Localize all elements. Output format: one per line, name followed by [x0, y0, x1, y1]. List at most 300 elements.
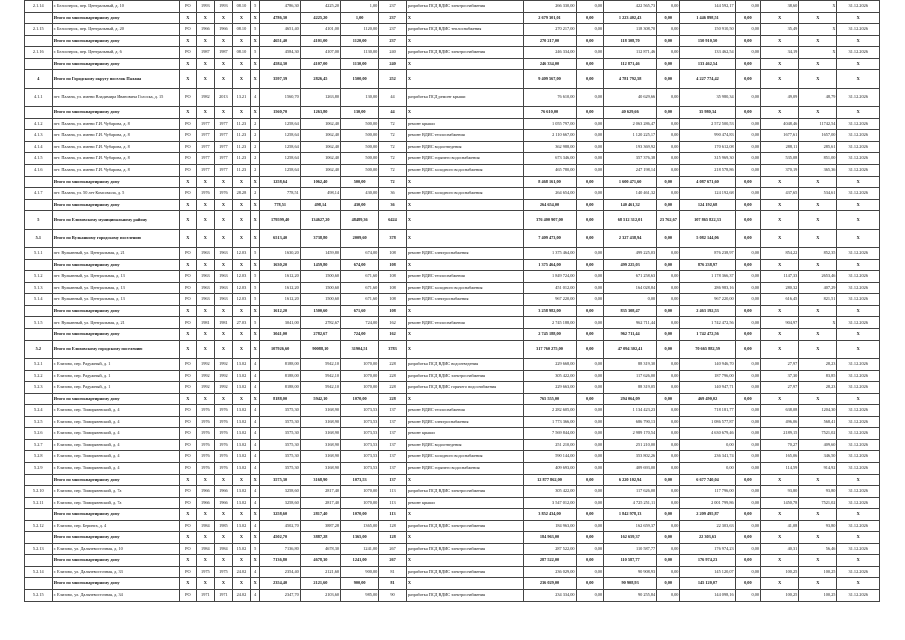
cell-owner-type: РО [179, 497, 196, 509]
cell-row-number [25, 532, 53, 544]
cell-row-number [25, 35, 53, 47]
cell-municipal-fund: 0,00 [657, 24, 680, 36]
cell-owner-type: РО [179, 141, 196, 153]
cell-owners-fund: 1 446 898,51 [680, 12, 735, 24]
table-row [25, 590, 880, 602]
cell-other-fund: 0,00 [735, 428, 760, 440]
cell-deadline: 31.12.2026 [837, 130, 880, 142]
cell-regional-fund: 2 989 170,54 [604, 428, 657, 440]
cell-owner-type: РО [179, 439, 196, 451]
cell-roof-area: 1073,53 [341, 405, 379, 417]
cell-owner-type: X [179, 340, 196, 359]
cell-municipal-fund: 0,00 [657, 451, 680, 463]
cell-roof-area: 500,00 [341, 118, 379, 130]
cell-other-fund: 0,00 [735, 12, 760, 24]
cell-residents: 72 [379, 118, 407, 130]
cell-build-year: X [196, 305, 214, 317]
cell-build-year: X [196, 107, 214, 119]
cell-deadline: X [837, 578, 880, 590]
cell-total-area: 1258,64 [260, 153, 300, 165]
cell-living-area: 3168,90 [300, 451, 340, 463]
cell-municipal-fund: 0,00 [657, 317, 680, 329]
cell-deadline: 31.12.2026 [837, 188, 880, 200]
cell-max-unit-cost: 28,23 [799, 359, 837, 371]
cell-federal-fund: 0,00 [576, 416, 604, 428]
cell-total-cost: 1 055 797,00 [523, 118, 576, 130]
subtotal-row [25, 509, 880, 521]
cell-total-area: 4502,70 [260, 520, 300, 532]
cell-owner-type: РО [179, 370, 196, 382]
cell-owners-fund: 140 946,70 [680, 359, 735, 371]
cell-regional-fund: 2 327 438,94 [604, 229, 657, 248]
cell-owners-fund: 5 082 144,06 [680, 229, 735, 248]
cell-roof-area: 674,00 [341, 248, 379, 260]
cell-reconstruction-year: 1977 [214, 141, 232, 153]
subtotal-row [25, 555, 880, 567]
cell-work-type: ремонт ВДИС электроснабжения [406, 248, 523, 260]
cell-floors: X [250, 259, 260, 271]
cell-address: Итого по многоквартирному дому [52, 509, 179, 521]
cell-address: г. Елизово, ул. Дальневосточная, д. 10 [52, 543, 179, 555]
cell-roof-area: 1130,00 [341, 58, 379, 70]
cell-max-unit-cost: 7521,02 [799, 497, 837, 509]
cell-owner-type: X [179, 393, 196, 405]
cell-owner-type: РО [179, 282, 196, 294]
cell-total-area: 1630,20 [260, 259, 300, 271]
cell-row-number: 4.1.2 [25, 118, 53, 130]
cell-work-type: ремонт ВДИС холодного водоснабжения [406, 451, 523, 463]
cell-row-number: 5.2.15 [25, 590, 53, 602]
cell-deadline: X [837, 211, 880, 230]
cell-roof-area: 1070,00 [341, 497, 379, 509]
cell-unit-cost: 854,22 [761, 248, 799, 260]
cell-floors: X [250, 35, 260, 47]
cell-total-cost: 3 258 982,00 [523, 305, 576, 317]
cell-reconstruction-year: X [214, 509, 232, 521]
cell-row-number: 5.2 [25, 340, 53, 359]
cell-address: Итого по многоквартирному дому [52, 474, 179, 486]
cell-deadline: X [837, 176, 880, 188]
cell-unit-cost: 41,08 [761, 520, 799, 532]
cell-address: Итого по Городскому округу поселок Палана [52, 70, 179, 89]
cell-build-year: 1963 [196, 282, 214, 294]
cell-max-unit-cost: 100,25 [799, 566, 837, 578]
cell-address: г. Елизово, ул. Дальневосточная, д. 33 [52, 566, 179, 578]
subtotal-row [25, 578, 880, 590]
cell-floors: X [250, 58, 260, 70]
table-row [25, 47, 880, 59]
cell-floors: X [250, 555, 260, 567]
cell-wall-material: 13.21 [232, 88, 250, 107]
cell-total-area: 1612,20 [260, 305, 300, 317]
cell-total-cost: 409 693,00 [523, 463, 576, 475]
cell-reconstruction-year: 1976 [214, 428, 232, 440]
group-total-row [25, 70, 880, 89]
cell-other-fund: 0,00 [735, 497, 760, 509]
cell-municipal-fund: 0,00 [657, 474, 680, 486]
cell-owner-type: X [179, 555, 196, 567]
cell-roof-area: 1070,00 [341, 393, 379, 405]
cell-max-unit-cost: X [799, 24, 837, 36]
cell-unit-cost: X [761, 305, 799, 317]
cell-row-number: 4 [25, 70, 53, 89]
table-row [25, 497, 880, 509]
cell-unit-cost: 35,49 [761, 24, 799, 36]
cell-residents: 237 [379, 24, 407, 36]
cell-unit-cost: X [761, 474, 799, 486]
cell-reconstruction-year: 1976 [214, 416, 232, 428]
cell-reconstruction-year: X [214, 107, 232, 119]
cell-residents: 113 [379, 509, 407, 521]
cell-owners-fund: 22 303,63 [680, 520, 735, 532]
cell-federal-fund: 0,00 [576, 340, 604, 359]
table-row [25, 1, 880, 13]
cell-reconstruction-year: 1963 [214, 271, 232, 283]
cell-federal-fund: 0,00 [576, 35, 604, 47]
cell-wall-material: 11.23 [232, 118, 250, 130]
cell-row-number: 5.1 [25, 229, 53, 248]
cell-federal-fund: 0,00 [576, 329, 604, 341]
cell-row-number: 5.2.9 [25, 463, 53, 475]
cell-residents: 72 [379, 176, 407, 188]
cell-wall-material: X [232, 578, 250, 590]
cell-wall-material: X [232, 199, 250, 211]
cell-federal-fund: 0,00 [576, 165, 604, 177]
cell-total-cost: 229 663,00 [523, 382, 576, 394]
cell-other-fund: 0,00 [735, 176, 760, 188]
cell-living-area: 1459,80 [300, 248, 340, 260]
cell-total-area: 4651,40 [260, 24, 300, 36]
cell-total-cost: 246 334,00 [523, 58, 576, 70]
cell-floors: 5 [250, 47, 260, 59]
cell-work-type: X [406, 58, 523, 70]
cell-residents: 108 [379, 282, 407, 294]
cell-deadline: 31.12.2026 [837, 294, 880, 306]
cell-roof-area: 900,00 [341, 578, 379, 590]
cell-roof-area: 430,00 [341, 199, 379, 211]
cell-row-number [25, 176, 53, 188]
cell-municipal-fund: 0,00 [657, 294, 680, 306]
cell-address: Итого по многоквартирному дому [52, 555, 179, 567]
cell-regional-fund: 2 063 286,47 [604, 118, 657, 130]
cell-reconstruction-year: 1966 [214, 497, 232, 509]
cell-wall-material: 08.10 [232, 1, 250, 13]
cell-municipal-fund: 23 762,67 [657, 211, 680, 230]
cell-owner-type: X [179, 107, 196, 119]
cell-regional-fund: 686 790,13 [604, 416, 657, 428]
table-body [25, 1, 880, 602]
cell-regional-fund: 118 308,70 [604, 24, 657, 36]
cell-wall-material: 28.28 [232, 188, 250, 200]
cell-wall-material: 13.02 [232, 370, 250, 382]
cell-unit-cost: 1677,61 [761, 130, 799, 142]
cell-roof-area: 724,00 [341, 329, 379, 341]
cell-regional-fund: 112 871,46 [604, 47, 657, 59]
cell-unit-cost: X [761, 532, 799, 544]
cell-build-year: 1963 [196, 248, 214, 260]
cell-municipal-fund: 0,00 [657, 520, 680, 532]
cell-work-type: ремонт ВДИС водоотведения [406, 141, 523, 153]
cell-regional-fund: 40 629,66 [604, 88, 657, 107]
cell-municipal-fund: 0,00 [657, 305, 680, 317]
cell-row-number [25, 259, 53, 271]
cell-other-fund: 0,00 [735, 153, 760, 165]
cell-floors: 5 [250, 543, 260, 555]
subtotal-row [25, 199, 880, 211]
cell-other-fund: 0,00 [735, 439, 760, 451]
cell-address: г. Елизово, пер. Тимирязевский, д. 4 [52, 428, 179, 440]
cell-build-year: X [196, 578, 214, 590]
cell-other-fund: 0,00 [735, 107, 760, 119]
cell-work-type: ремонт ВДИС холодного водоснабжения [406, 188, 523, 200]
cell-total-area: 3597,39 [260, 70, 300, 89]
cell-living-area: 2103,60 [300, 590, 340, 602]
cell-wall-material: 11.23 [232, 153, 250, 165]
cell-deadline: 31.12.2026 [837, 271, 880, 283]
cell-owners-fund: 70 665 882,59 [680, 340, 735, 359]
cell-living-area: 3168,90 [300, 416, 340, 428]
table-row [25, 294, 880, 306]
cell-row-number: 5.1.2 [25, 271, 53, 283]
cell-wall-material: X [232, 259, 250, 271]
cell-max-unit-cost: X [799, 509, 837, 521]
cell-build-year: 1975 [196, 566, 214, 578]
cell-total-area: 1612,20 [260, 282, 300, 294]
cell-total-cost: 76 610,00 [523, 88, 576, 107]
cell-regional-fund: 110 587,77 [604, 543, 657, 555]
cell-residents: 137 [379, 474, 407, 486]
cell-residents: 44 [379, 107, 407, 119]
subtotal-row [25, 107, 880, 119]
cell-max-unit-cost: 409,60 [799, 439, 837, 451]
cell-max-unit-cost: X [799, 229, 837, 248]
cell-owners-fund: 107 865 822,33 [680, 211, 735, 230]
cell-deadline: X [837, 393, 880, 405]
cell-build-year: 1966 [196, 497, 214, 509]
cell-owner-type: РО [179, 271, 196, 283]
cell-address: г. Белоозерск, пер. Центральный, д. 10 [52, 1, 179, 13]
cell-reconstruction-year: 1977 [214, 165, 232, 177]
cell-deadline: X [837, 229, 880, 248]
cell-total-cost: 246 334,00 [523, 47, 576, 59]
cell-build-year: X [196, 176, 214, 188]
cell-owners-fund: 187 796,00 [680, 370, 735, 382]
cell-other-fund: 0,00 [735, 451, 760, 463]
cell-regional-fund: 962 711,44 [604, 317, 657, 329]
cell-max-unit-cost: X [799, 47, 837, 59]
cell-municipal-fund: 0,00 [657, 176, 680, 188]
subtotal-row [25, 305, 880, 317]
cell-residents: 108 [379, 294, 407, 306]
cell-total-cost: 264 654,00 [523, 188, 576, 200]
cell-total-area: 3575,30 [260, 416, 300, 428]
cell-build-year: 1963 [196, 294, 214, 306]
cell-address: Итого по многоквартирному дому [52, 578, 179, 590]
cell-build-year: X [196, 474, 214, 486]
cell-build-year: X [196, 211, 214, 230]
cell-total-cost: 305 422,00 [523, 370, 576, 382]
cell-roof-area: 985,00 [341, 590, 379, 602]
cell-deadline: X [837, 474, 880, 486]
cell-living-area: 1062,40 [300, 118, 340, 130]
cell-living-area: 2782,67 [300, 317, 340, 329]
cell-address: Итого по многоквартирному дому [52, 35, 179, 47]
cell-deadline: 31.12.2026 [837, 47, 880, 59]
cell-regional-fund: 6 220 102,94 [604, 474, 657, 486]
cell-owner-type: X [179, 474, 196, 486]
cell-federal-fund: 0,00 [576, 520, 604, 532]
cell-other-fund: 0,00 [735, 259, 760, 271]
cell-wall-material: 13.02 [232, 497, 250, 509]
cell-deadline: X [837, 58, 880, 70]
cell-owner-type: РО [179, 294, 196, 306]
cell-reconstruction-year: X [214, 329, 232, 341]
cell-residents: 267 [379, 543, 407, 555]
cell-build-year: X [196, 70, 214, 89]
cell-total-cost: 1 375 464,00 [523, 259, 576, 271]
cell-wall-material: X [232, 532, 250, 544]
cell-living-area: 2817,40 [300, 509, 340, 521]
cell-regional-fund: 162 659,37 [604, 520, 657, 532]
cell-unit-cost: X [761, 12, 799, 24]
cell-living-area: 4107,00 [300, 58, 340, 70]
cell-unit-cost: 27,97 [761, 382, 799, 394]
cell-floors: 2 [250, 188, 260, 200]
cell-unit-cost: X [761, 555, 799, 567]
cell-owner-type: X [179, 12, 196, 24]
table-row [25, 282, 880, 294]
cell-work-type: X [406, 259, 523, 271]
cell-owners-fund: 145 120,07 [680, 578, 735, 590]
cell-reconstruction-year: 1966 [214, 486, 232, 498]
cell-owner-type: РО [179, 118, 196, 130]
cell-owners-fund: 2 001 799,86 [680, 497, 735, 509]
cell-max-unit-cost: X [799, 474, 837, 486]
cell-municipal-fund: 0,00 [657, 370, 680, 382]
table-row [25, 439, 880, 451]
cell-build-year: X [196, 229, 214, 248]
cell-total-area: 1560,70 [260, 107, 300, 119]
cell-municipal-fund: 0,00 [657, 70, 680, 89]
cell-work-type: X [406, 12, 523, 24]
cell-regional-fund: 0,00 [604, 294, 657, 306]
cell-total-area: 4786,30 [260, 12, 300, 24]
cell-address: пгт. Вулканный, ул. Центральная, д. 21 [52, 317, 179, 329]
cell-max-unit-cost: 100,25 [799, 590, 837, 602]
cell-other-fund: 0,00 [735, 1, 760, 13]
cell-unit-cost: 165,06 [761, 451, 799, 463]
cell-owners-fund: 990 474,83 [680, 130, 735, 142]
cell-row-number [25, 578, 53, 590]
cell-municipal-fund: 0,00 [657, 497, 680, 509]
cell-address: Итого по многоквартирному дому [52, 107, 179, 119]
cell-federal-fund: 0,00 [576, 176, 604, 188]
cell-unit-cost: 496,06 [761, 416, 799, 428]
cell-federal-fund: 0,00 [576, 382, 604, 394]
cell-other-fund: 0,00 [735, 463, 760, 475]
cell-deadline: X [837, 555, 880, 567]
cell-wall-material: 13.02 [232, 439, 250, 451]
cell-owners-fund: 967 220,00 [680, 294, 735, 306]
cell-floors: X [250, 305, 260, 317]
cell-federal-fund: 0,00 [576, 211, 604, 230]
cell-roof-area: 1120,00 [341, 24, 379, 36]
cell-total-area: 3041,00 [260, 329, 300, 341]
cell-owner-type: РО [179, 188, 196, 200]
cell-owner-type: X [179, 35, 196, 47]
cell-other-fund: 0,00 [735, 543, 760, 555]
cell-unit-cost: X [761, 329, 799, 341]
cell-residents: 237 [379, 12, 407, 24]
cell-other-fund: 0,00 [735, 555, 760, 567]
cell-federal-fund: 0,00 [576, 405, 604, 417]
cell-work-type: X [406, 532, 523, 544]
cell-wall-material: 13.02 [232, 451, 250, 463]
cell-total-cost: 184 963,00 [523, 532, 576, 544]
cell-regional-fund: 88 319,05 [604, 382, 657, 394]
cell-living-area: 1263,80 [300, 107, 340, 119]
cell-work-type: разработка ПСД ремонт крыши [406, 88, 523, 107]
cell-total-area: 1258,64 [260, 176, 300, 188]
cell-total-area: 6513,40 [260, 229, 300, 248]
cell-total-cost: 251 210,00 [523, 439, 576, 451]
cell-build-year: 1966 [196, 24, 214, 36]
cell-unit-cost: 114,59 [761, 463, 799, 475]
table-row [25, 118, 880, 130]
cell-wall-material: X [232, 329, 250, 341]
cell-residents: 228 [379, 359, 407, 371]
cell-floors: 2 [250, 118, 260, 130]
cell-wall-material: X [232, 229, 250, 248]
cell-owner-type: РО [179, 566, 196, 578]
table-row [25, 428, 880, 440]
cell-other-fund: 0,00 [735, 199, 760, 211]
cell-living-area: 4225,20 [300, 1, 340, 13]
cell-work-type: X [406, 474, 523, 486]
cell-total-area: 3575,30 [260, 439, 300, 451]
cell-unit-cost: 27,97 [761, 359, 799, 371]
cell-row-number: 5.1.3 [25, 282, 53, 294]
cell-row-number: 4.1.5 [25, 153, 53, 165]
cell-deadline: 31.12.2026 [837, 439, 880, 451]
cell-residents: 81 [379, 566, 407, 578]
cell-other-fund: 0,00 [735, 590, 760, 602]
cell-row-number [25, 474, 53, 486]
cell-wall-material: 08.10 [232, 24, 250, 36]
cell-residents: 237 [379, 1, 407, 13]
cell-row-number: 5.2.10 [25, 486, 53, 498]
cell-deadline: X [837, 305, 880, 317]
cell-municipal-fund: 0,00 [657, 329, 680, 341]
cell-federal-fund: 0,00 [576, 12, 604, 24]
cell-wall-material: 13.02 [232, 416, 250, 428]
cell-floors: 4 [250, 463, 260, 475]
cell-row-number: 5.2.13 [25, 543, 53, 555]
cell-residents: 228 [379, 370, 407, 382]
cell-owner-type: X [179, 199, 196, 211]
cell-total-cost: 673 346,00 [523, 153, 576, 165]
cell-federal-fund: 0,00 [576, 118, 604, 130]
cell-federal-fund: 0,00 [576, 566, 604, 578]
cell-reconstruction-year: 1984 [214, 543, 232, 555]
cell-wall-material: 11.23 [232, 141, 250, 153]
cell-other-fund: 0,00 [735, 509, 760, 521]
cell-row-number: 5.2.3 [25, 382, 53, 394]
cell-address: пгт. Палана, ул. имени Г.И. Чубарова, д. 8 [52, 165, 179, 177]
cell-work-type: ремонт ВДИС холодного водоснабжения [406, 282, 523, 294]
cell-federal-fund: 0,00 [576, 543, 604, 555]
cell-work-type: ремонт крыши [406, 118, 523, 130]
